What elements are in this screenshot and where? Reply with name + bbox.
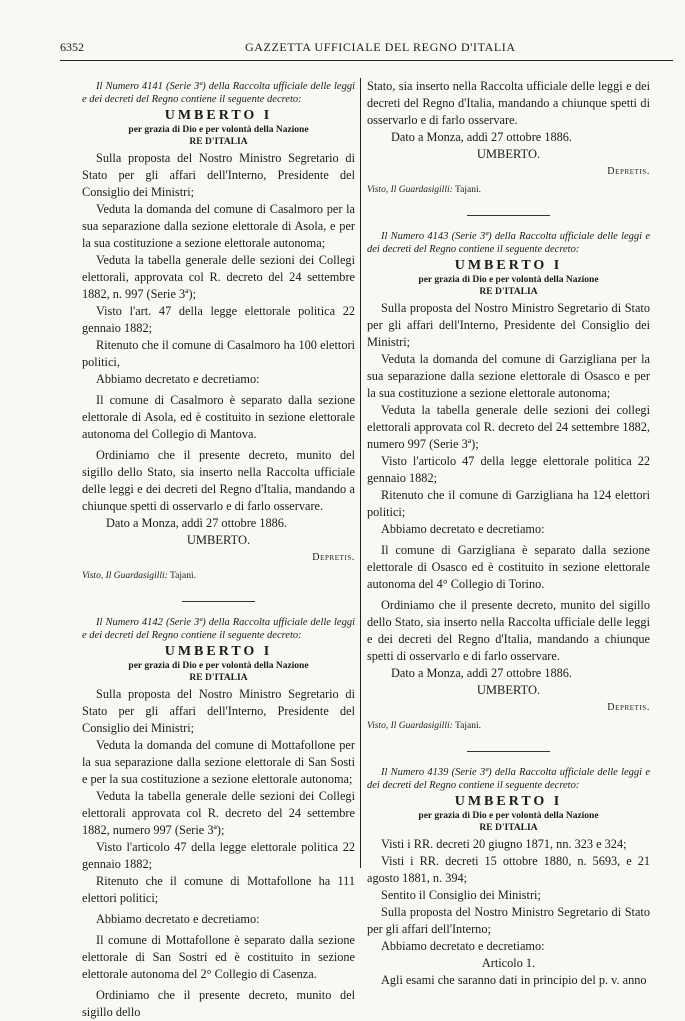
king-name: UMBERTO I	[454, 794, 563, 809]
decree-paragraph: Agli esami che saranno dati in principio del p. v. anno	[381, 973, 647, 987]
decree-intro: Il Numero 4143 (Serie 3ª) della Raccolta ufficiale delle leggi e dei decreti del Regno contiene il seguente decreto:	[367, 231, 650, 255]
article-heading: Articolo 1.	[481, 956, 536, 970]
column-divider	[360, 78, 361, 868]
decree-paragraph: Visto l'articolo 47 della legge elettorale politica 22 gennaio 1882;	[82, 840, 355, 871]
decree-paragraph: Visti i RR. decreti 15 ottobre 1880, n. 5693, e 21 agosto 1881, n. 394;	[367, 854, 650, 885]
visto-name: Tajani.	[454, 185, 481, 195]
decree-4142-continued	[367, 78, 650, 199]
header-rule	[60, 60, 673, 61]
decree-paragraph: Abbiamo decretato e decretiamo:	[381, 522, 545, 536]
left-column	[82, 78, 355, 1021]
decree-paragraph: Abbiamo decretato e decretiamo:	[381, 939, 545, 953]
decree-intro: Il Numero 4139 (Serie 3ª) della Raccolta ufficiale delle leggi e dei decreti del Regno contiene il seguente decreto:	[367, 767, 650, 791]
decree-4141	[82, 80, 355, 585]
decree-paragraph: Visto l'articolo 47 della legge elettorale politica 22 gennaio 1882;	[367, 454, 650, 485]
decree-4142	[82, 616, 355, 1021]
decree-paragraph: Sentito il Consiglio dei Ministri;	[381, 888, 541, 902]
king-signature: UMBERTO.	[476, 147, 541, 161]
decree-paragraph: Veduta la tabella generale delle sezioni dei Collegi elettorali approvata col R. decreto del 24 settembre 1882, numero 997 (Serie 3ª);	[82, 789, 355, 837]
reign-title: RE D'ITALIA	[189, 137, 248, 147]
decree-paragraph: Ritenuto che il comune di Mottafollone ha 111 elettori politici;	[82, 874, 355, 905]
king-name: UMBERTO I	[164, 108, 273, 123]
grace-formula: per grazia di Dio e per volontà della Nazione	[128, 125, 309, 135]
reign-title: RE D'ITALIA	[189, 673, 248, 683]
grace-formula: per grazia di Dio e per volontà della Nazione	[418, 811, 599, 821]
reign-title: RE D'ITALIA	[479, 823, 538, 833]
decree-paragraph: Sulla proposta del Nostro Ministro Segretario di Stato per gli affari dell'Interno, Presidente del Consiglio dei Ministri;	[82, 151, 355, 199]
minister-signature: Depretis.	[312, 552, 355, 563]
decree-paragraph: Sulla proposta del Nostro Ministro Segretario di Stato per gli affari dell'Interno, Presidente del Consiglio dei Ministri;	[367, 301, 650, 349]
grace-formula: per grazia di Dio e per volontà della Nazione	[418, 275, 599, 285]
visto-line	[367, 718, 650, 735]
king-signature: UMBERTO.	[476, 683, 541, 697]
decree-paragraph: Ritenuto che il comune di Garzigliana ha 124 elettori politici;	[367, 488, 650, 519]
page-header	[0, 28, 685, 58]
decree-separator	[467, 751, 550, 752]
king-signature: UMBERTO.	[186, 533, 251, 547]
decree-paragraph: Abbiamo decretato e decretiamo:	[96, 912, 260, 926]
minister-signature: Depretis.	[607, 702, 650, 713]
right-column	[367, 78, 650, 989]
decree-date: Dato a Monza, addì 27 ottobre 1886.	[106, 516, 287, 530]
minister-signature: Depretis.	[607, 166, 650, 177]
decree-intro: Il Numero 4141 (Serie 3ª) della Raccolta ufficiale delle leggi e dei decreti del Regno contiene il seguente decreto:	[82, 81, 355, 105]
decree-paragraph: Il comune di Casalmoro è separato dalla sezione elettorale di Asola, ed è costituito in sezione elettorale autonoma del Collegio di Mantova.	[82, 393, 355, 441]
visto-label: Visto, Il Guardasigilli:	[367, 185, 453, 195]
decree-paragraph: Veduta la domanda del comune di Mottafollone per la sua separazione dalla sezione elettorale di San Sosti e per la sua costituzione a sezione elettorale autonoma;	[82, 738, 355, 786]
decree-separator	[182, 601, 255, 602]
visto-label: Visto, Il Guardasigilli:	[367, 721, 453, 731]
page-number: 6352	[60, 40, 84, 54]
decree-paragraph: Visto l'art. 47 della legge elettorale politica 22 gennaio 1882;	[82, 304, 355, 335]
decree-paragraph: Il comune di Garzigliana è separato dalla sezione elettorale di Osasco ed è costituito in sezione elettorale autonoma del 4° Collegio di Torino.	[367, 543, 650, 591]
decree-paragraph: Sulla proposta del Nostro Ministro Segretario di Stato per gli affari dell'Interno;	[367, 905, 650, 936]
page-header-title: GAZZETTA UFFICIALE DEL REGNO D'ITALIA	[245, 40, 516, 54]
king-name: UMBERTO I	[454, 258, 563, 273]
decree-4139	[367, 766, 650, 989]
decree-paragraph: Stato, sia inserto nella Raccolta ufficiale delle leggi e dei decreti del Regno d'Italia, mandando a chiunque spetti di osservarlo e di farlo osservare.	[367, 79, 650, 127]
decree-date: Dato a Monza, addì 27 ottobre 1886.	[391, 666, 572, 680]
grace-formula: per grazia di Dio e per volontà della Nazione	[128, 661, 309, 671]
visto-line	[82, 568, 355, 585]
decree-paragraph: Ordiniamo che il presente decreto, munito del sigillo dello Stato, sia inserto nella Raccolta ufficiale delle leggi e dei decreti del Regno d'Italia, mandando a chiunque spetti di osservarlo e di farlo osservare.	[367, 598, 650, 663]
decree-paragraph: Il comune di Mottafollone è separato dalla sezione elettorale di San Sostri ed è costituito in sezione elettorale autonoma del 2° Collegio di Casenza.	[82, 933, 355, 981]
decree-paragraph: Veduta la tabella generale delle sezioni dei collegi elettorali approvata col R. decreto del 24 settembre 1882, numero 997 (Serie 3ª);	[367, 403, 650, 451]
reign-title: RE D'ITALIA	[479, 287, 538, 297]
decree-separator	[467, 215, 550, 216]
decree-paragraph: Veduta la domanda del comune di Garzigliana per la sua separazione dalla sezione elettorale di Osasco e per la sua costituzione a sezione elettorale autonoma;	[367, 352, 650, 400]
decree-paragraph: Ordiniamo che il presente decreto, munito del sigillo dello	[82, 988, 355, 1019]
decree-paragraph: Ordiniamo che il presente decreto, munito del sigillo dello Stato, sia inserto nella Raccolta ufficiale delle leggi e dei decreti del Regno d'Italia, mandando a chiunque spetti di osservarlo e di farlo osservare.	[82, 448, 355, 513]
decree-paragraph: Sulla proposta del Nostro Ministro Segretario di Stato per gli affari dell'Interno, Presidente del Consiglio dei Ministri;	[82, 687, 355, 735]
decree-paragraph: Veduta la tabella generale delle sezioni dei Collegi elettorali, approvata col R. decreto del 24 settembre 1882, n. 997 (Serie 3ª);	[82, 253, 355, 301]
visto-name: Tajani.	[169, 571, 196, 581]
visto-name: Tajani.	[454, 721, 481, 731]
decree-paragraph: Abbiamo decretato e decretiamo:	[96, 372, 260, 386]
visto-line	[367, 182, 650, 199]
decree-paragraph: Veduta la domanda del comune di Casalmoro per la sua separazione dalla sezione elettorale di Asola, e per la sua costituzione a sezione elettorale autonoma;	[82, 202, 355, 250]
visto-label: Visto, Il Guardasigilli:	[82, 571, 168, 581]
decree-intro: Il Numero 4142 (Serie 3ª) della Raccolta ufficiale delle leggi e dei decreti del Regno contiene il seguente decreto:	[82, 617, 355, 641]
decree-4143	[367, 230, 650, 735]
king-name: UMBERTO I	[164, 644, 273, 659]
decree-paragraph: Ritenuto che il comune di Casalmoro ha 100 elettori politici,	[82, 338, 355, 369]
decree-paragraph: Visti i RR. decreti 20 giugno 1871, nn. 323 e 324;	[381, 837, 627, 851]
decree-date: Dato a Monza, addì 27 ottobre 1886.	[391, 130, 572, 144]
